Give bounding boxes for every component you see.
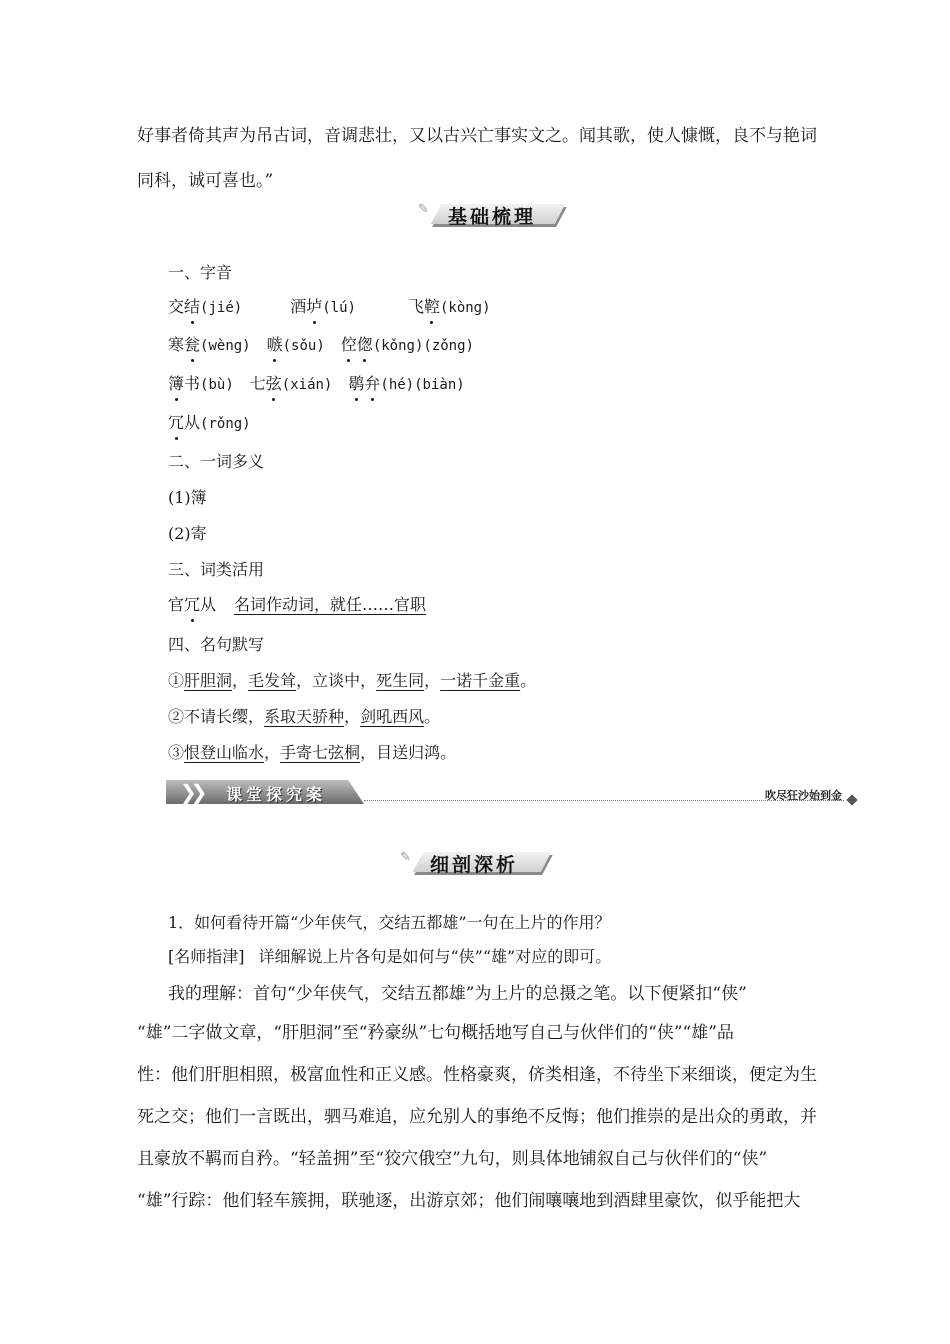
section-banner-basics [418, 201, 560, 227]
pron-item: 冗从(rǒng) [168, 413, 251, 432]
analysis-question: 1．如何看待开篇“少年侠气，交结五都雄”一句在上片的作用？ [168, 913, 611, 932]
polysemy-item-1: (1)簿 [168, 488, 207, 507]
pron-item: 嗾(sǒu) [266, 335, 325, 354]
dictation-line-3: ③恨登山临水，手寄七弦桐，目送归鸿。 [168, 743, 457, 762]
pron-item: 鹖弁(hé)(biàn) [348, 374, 465, 393]
guide-row [168, 946, 611, 968]
banner-decoration-icon: ✎ [418, 202, 429, 217]
pron-item: 七弦(xián) [249, 374, 333, 393]
banner-decoration-icon: ✎ [400, 850, 411, 865]
answer-line: “雄”行踪：他们轻车簇拥，联驰逐，出游京郊；他们闹嚷嚷地到酒肆里豪饮，似乎能把大 [137, 1191, 801, 1211]
pron-item: 倥偬(kǒng)(zǒng) [340, 335, 474, 354]
word-class-row: 官冗从 名词作动词，就任……官职 [168, 595, 427, 614]
answer-line: 我的理解：首句“少年侠气，交结五都雄”为上片的总摄之笔。以下便紧扣“侠” [168, 984, 747, 1004]
word-class-heading: 三、词类活用 [168, 560, 265, 579]
polysemy-heading: 二、一词多义 [168, 452, 265, 471]
diamond-icon [846, 794, 857, 805]
pron-item: 簿书(bù) [168, 374, 234, 393]
section-title-analysis: 细剖深析 [430, 854, 519, 876]
pron-item: 交结(jié) [168, 297, 243, 316]
pron-item: 酒垆(lú) [290, 297, 356, 316]
dictation-line-2: ②不请长缨，系取天骄种，剑吼西风。 [168, 707, 441, 726]
pron-item: 寒瓮(wèng) [168, 335, 251, 354]
answer-line: 死之交；他们一言既出，驷马难追，应允别人的事绝不反悔；他们推崇的是出众的勇敢，并 [137, 1107, 817, 1127]
section-bar-classroom [166, 780, 858, 808]
polysemy-item-2: (2)寄 [168, 524, 207, 543]
guide-label: [名师指津] [168, 947, 245, 966]
dictation-line-1: ①肝胆洞，毛发耸，立谈中，死生同，一诺千金重。 [168, 671, 537, 690]
pronunciation-row-1 [168, 296, 491, 319]
answer-line: 性：他们肝胆相照，极富血性和正义感。性格豪爽，侪类相逢，不待坐下来细谈，便定为生 [137, 1065, 817, 1085]
section-title-basics: 基础梳理 [448, 206, 537, 228]
answer-line: “雄”二字做文章，“肝胆洞”至“矜豪纵”七句概括地写自己与伙伴们的“侠”“雄”品 [137, 1023, 734, 1043]
pronunciation-heading: 一、字音 [168, 263, 233, 282]
section-banner-analysis [400, 849, 546, 875]
pronunciation-row-4 [168, 412, 251, 435]
pron-item: 飞鞚(kòng) [407, 297, 491, 316]
intro-line-2: 同科，诚可喜也。” [137, 171, 274, 191]
pronunciation-row-3 [168, 373, 465, 396]
dictation-heading: 四、名句默写 [168, 635, 265, 654]
pronunciation-row-2 [168, 334, 474, 357]
word-class-explanation: 名词作动词，就任……官职 [234, 595, 427, 614]
intro-line-1: 好事者倚其声为吊古词，音调悲壮，又以古兴亡事实文之。闻其歌，使人慷慨，良不与艳词 [137, 126, 817, 146]
double-chevron-icon: ❯❯ [180, 780, 202, 804]
guide-text: 详细解说上片各句是如何与“侠”“雄”对应的即可。 [258, 947, 612, 966]
section-title-classroom: 课堂探究案 [226, 785, 327, 804]
section-slogan: 吹尽狂沙始到金 [765, 789, 842, 802]
answer-line: 且豪放不羁而自矜。“轻盖拥”至“狡穴俄空”九句，则具体地铺叙自己与伙伴们的“侠” [137, 1149, 768, 1169]
